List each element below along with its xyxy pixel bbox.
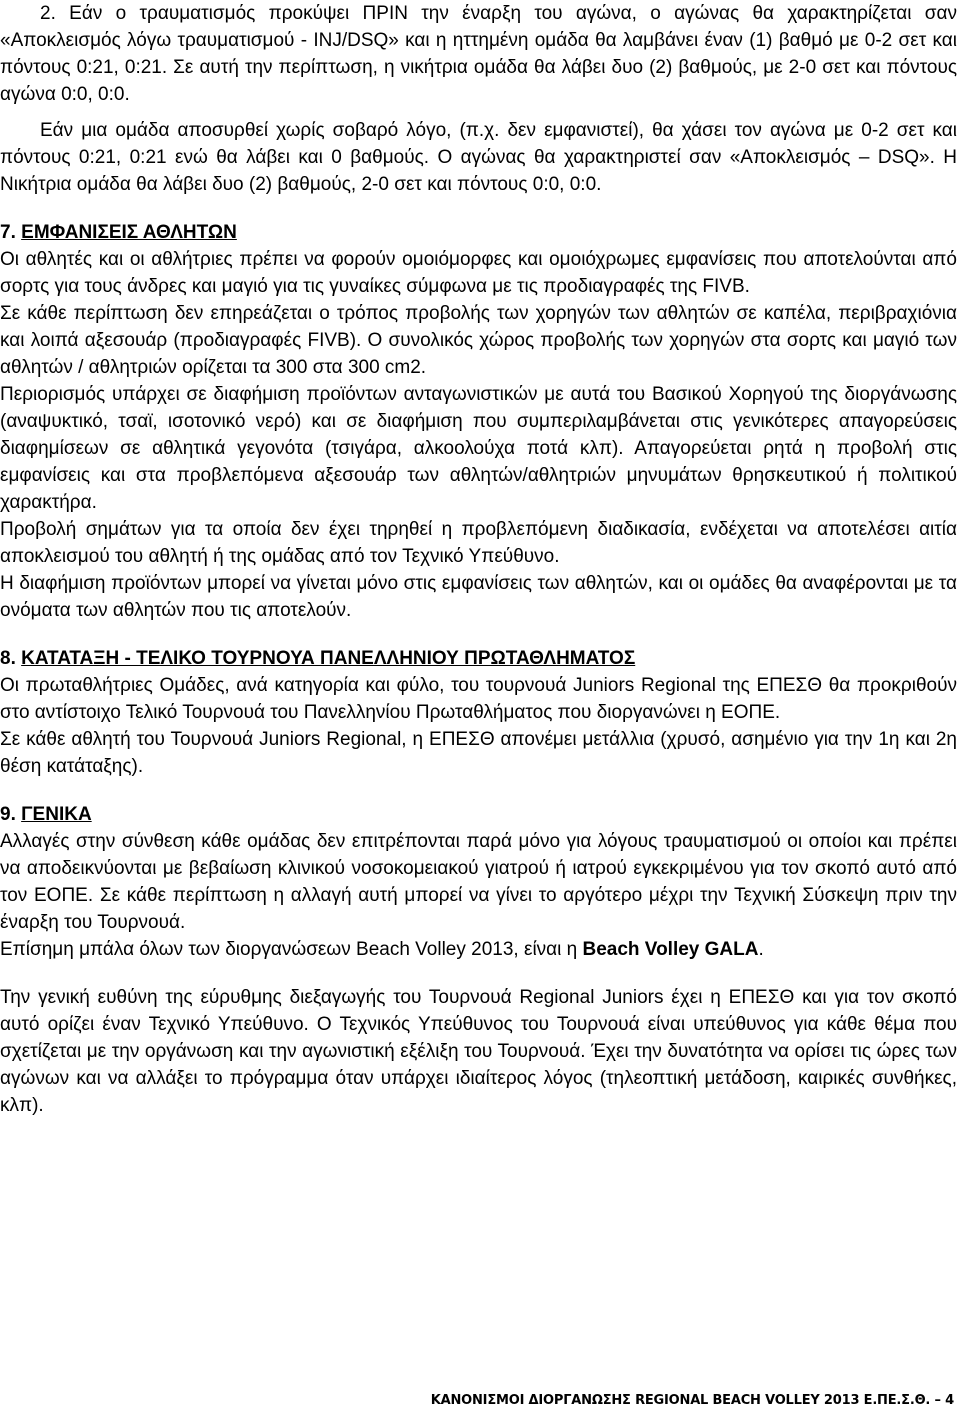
uniforms-paragraph: Οι αθλητές και οι αθλήτριες πρέπει να φορούν ομοιόμορφες και ομοιόχρωμες εμφανίσεις που αποτελούνται από σορτς για τους άνδρες και μαγιό για τις γυναίκες σύμφωνα με τις προδιαγραφές της FIVB.	[0, 249, 957, 297]
section-9-heading	[0, 801, 957, 828]
section-9-number: 9.	[0, 804, 16, 825]
sponsor-display-paragraph: Σε κάθε περίπτωση δεν επηρεάζεται ο τρόπος προβολής των χορηγών των αθλητών σε καπέλα, περιβραχιόνια και λοιπά αξεσουάρ (προδιαγραφές FIVB). Ο συνολικός χώρος προβολής των χορηγών στα σορτς και μαγιό των αθλητών / αθλητριών ορίζεται τα 300 στα 300 cm2.	[0, 303, 957, 378]
product-advertising-paragraph: Η διαφήμιση προϊόντων μπορεί να γίνεται μόνο στις εμφανίσεις των αθλητών, και οι ομάδες θα αναφέρονται με τα ονόματα των αθλητών που τις αποτελούν.	[0, 573, 957, 621]
section-7-heading	[0, 219, 957, 246]
official-ball-prefix: Επίσημη μπάλα όλων των διοργανώσεων Beach Volley 2013, είναι η	[0, 939, 583, 960]
unapproved-logos-paragraph: Προβολή σημάτων για τα οποία δεν έχει τηρηθεί η προβλεπόμενη διαδικασία, ενδέχεται να αποτελέσει αιτία αποκλεισμού του αθλητή ή της ομάδας από τον Τεχνικό Υπεύθυνο.	[0, 519, 957, 567]
official-ball-name: Beach Volley GALA	[582, 939, 759, 960]
medals-paragraph: Σε κάθε αθλητή του Τουρνουά Juniors Regional, η ΕΠΕΣΘ απονέμει μετάλλια (χρυσό, ασημένιο για την 1η και 2η θέση κατάταξης).	[0, 729, 957, 777]
roster-changes-paragraph: Αλλαγές στην σύνθεση κάθε ομάδας δεν επιτρέπονται παρά μόνο για λόγους τραυματισμού οι οποίοι και πρέπει να αποδεικνύονται με βεβαίωση κλινικού νοσοκομειακού γιατρού ή ιατρού εγκεκριμένου για τον σκοπό αυτό από τον ΕΟΠΕ. Σε κάθε περίπτωση η αλλαγή αυτή μπορεί να γίνει το αργότερο μέχρι την Τεχνική Σύσκεψη πριν την έναρξη του Τουρνουά.	[0, 831, 957, 933]
section-8-heading	[0, 645, 957, 672]
official-ball-paragraph	[0, 936, 957, 963]
withdrawal-paragraph: Εάν μια ομάδα αποσυρθεί χωρίς σοβαρό λόγο, (π.χ. δεν εμφανιστεί), θα χάσει τον αγώνα με 0-2 σετ και πόντους 0:21, 0:21 ενώ θα λάβει και 0 βαθμούς. Ο αγώνας θα χαρακτηριστεί σαν «Αποκλεισμός – DSQ». Η Νικήτρια ομάδα θα λάβει δυο (2) βαθμούς, 2-0 σετ και πόντους 0:0, 0:0.	[0, 120, 957, 195]
page-number: 4	[945, 1393, 954, 1408]
injury-before-match-paragraph: 2. Εάν ο τραυματισμός προκύψει ΠΡΙΝ την έναρξη του αγώνα, ο αγώνας θα χαρακτηρίζεται σαν «Αποκλεισμός λόγω τραυματισμού - INJ/DSQ» και η ηττημένη ομάδα θα λαμβάνει έναν (1) βαθμό με 0-2 σετ και πόντους 0:21, 0:21. Σε αυτή την περίπτωση, η νικήτρια ομάδα θα λάβει δυο (2) βαθμούς, με 2-0 σετ και πόντους αγώνα 0:0, 0:0.	[0, 3, 957, 105]
advertising-restriction-paragraph: Περιορισμός υπάρχει σε διαφήμιση προϊόντων ανταγωνιστικών με αυτά του Βασικού Χορηγού της διοργάνωσης (αναψυκτικό, τσαϊ, ισοτονικό νερό) και σε διαφήμιση που συμπεριλαμβάνεται στις γενικότερες απαγορεύσεις διαφημίσεων σε αθλητικά γεγονότα (τσιγάρα, αλκοολούχα ποτά κλπ). Απαγορεύεται ρητά η προβολή στις εμφανίσεις και στα προβλεπόμενα αξεσουάρ των αθλητών/αθλητριών μηνυμάτων θρησκευτικού ή πολιτικού χαρακτήρα.	[0, 384, 957, 513]
section-8-number: 8.	[0, 648, 16, 669]
footer-title: ΚΑΝΟΝΙΣΜΟΙ ΔΙΟΡΓΑΝΩΣΗΣ REGIONAL BEACH VOLLEY 2013 Ε.ΠΕ.Σ.Θ.	[430, 1393, 931, 1408]
technical-supervisor-paragraph: Την γενική ευθύνη της εύρυθμης διεξαγωγής του Τουρνουά Regional Juniors έχει η ΕΠΕΣΘ και για τον σκοπό αυτό ορίζει έναν Τεχνικό Υπεύθυνο. Ο Τεχνικός Υπεύθυνος του Τουρνουά είναι υπεύθυνος για κάθε θέμα που σχετίζεται με την οργάνωση και την αγωνιστική εξέλιξη του Τουρνουά. Έχει την δυνατότητα να ορίσει τις ώρες των αγώνων και να αλλάξει το πρόγραμμα όταν υπάρχει ιδιαίτερος λόγος (τηλεοπτική μετάδοση, καιρικές συνθήκες, κλπ).	[0, 987, 957, 1116]
section-7-number: 7.	[0, 222, 16, 243]
section-7-title: ΕΜΦΑΝΙΣΕΙΣ ΑΘΛΗΤΩΝ	[21, 222, 237, 243]
footer-dash: –	[934, 1393, 941, 1408]
section-9-title: ΓΕΝΙΚΑ	[21, 804, 92, 825]
section-8-title: ΚΑΤΑΤΑΞΗ - ΤΕΛΙΚΟ ΤΟΥΡΝΟΥΑ ΠΑΝΕΛΛΗΝΙΟΥ ΠΡΩΤΑΘΛΗΜΑΤΟΣ	[21, 648, 636, 669]
qualification-paragraph: Οι πρωταθλήτριες Ομάδες, ανά κατηγορία και φύλο, του τουρνουά Juniors Regional της ΕΠΕΣΘ θα προκριθούν στο αντίστοιχο Τελικό Τουρνουά του Πανελληνίου Πρωταθλήματος που διοργανώνει η ΕΟΠΕ.	[0, 675, 957, 723]
official-ball-suffix: .	[758, 939, 764, 960]
page-footer	[431, 1393, 954, 1409]
